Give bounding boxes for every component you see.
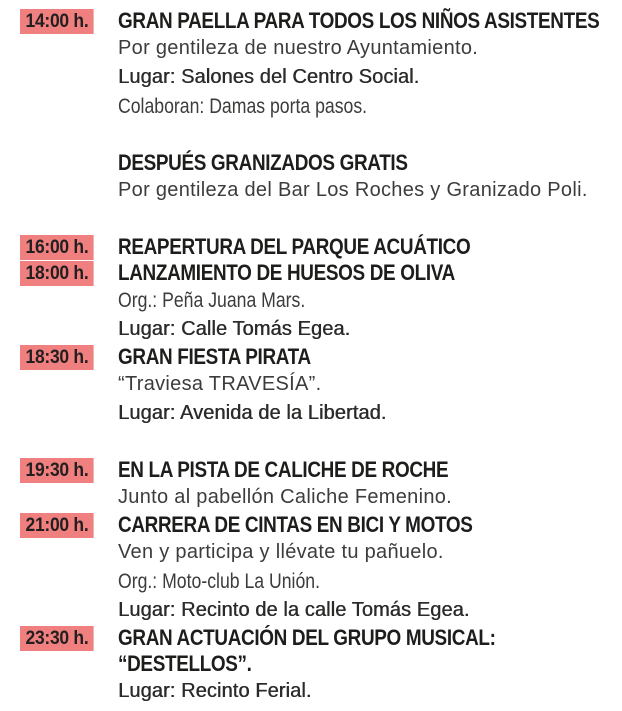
time-badge: 19:30 h. (20, 458, 94, 483)
event-program (0, 8, 622, 706)
event-content (118, 234, 622, 260)
event-detail: Por gentileza de nuestro Ayuntamiento. (118, 37, 479, 59)
time-column (0, 457, 118, 483)
event-content (118, 150, 622, 205)
event-detail: Org.: Moto-club La Unión. (118, 570, 320, 593)
event-title: GRAN FIESTA PIRATA (118, 344, 311, 369)
event-content (118, 457, 622, 512)
time-column (0, 512, 118, 538)
event-row (0, 457, 622, 512)
program-group (0, 234, 622, 428)
event-title: DESPUÉS GRANIZADOS GRATIS (118, 150, 408, 175)
event-detail: Junto al pabellón Caliche Femenino. (118, 486, 453, 508)
event-detail: Colaboran: Damas porta pasos. (118, 95, 368, 118)
time-column (0, 8, 118, 34)
event-detail: Lugar: Recinto de la calle Tomás Egea. (118, 599, 470, 621)
event-title: REAPERTURA DEL PARQUE ACUÁTICO (118, 234, 471, 259)
time-column (0, 234, 118, 260)
event-detail: Lugar: Recinto Ferial. (118, 680, 312, 702)
event-title: EN LA PISTA DE CALICHE DE ROCHE (118, 457, 449, 482)
event-title: GRAN PAELLA PARA TODOS LOS NIÑOS ASISTENTES (118, 8, 600, 33)
event-detail: Lugar: Salones del Centro Social. (118, 66, 420, 88)
time-badge: 18:30 h. (20, 345, 94, 370)
event-title: GRAN ACTUACIÓN DEL GRUPO MUSICAL: (118, 625, 496, 650)
event-row (0, 512, 622, 625)
event-row (0, 150, 622, 205)
event-detail: Org.: Peña Juana Mars. (118, 289, 306, 312)
program-group (0, 8, 622, 121)
time-badge: 21:00 h. (20, 513, 94, 538)
event-content (118, 344, 622, 428)
program-group (0, 150, 622, 205)
event-row (0, 625, 622, 706)
event-detail: Por gentileza del Bar Los Roches y Granizado Poli. (118, 179, 588, 201)
event-row (0, 260, 622, 344)
time-badge: 16:00 h. (20, 235, 94, 260)
time-column (0, 344, 118, 370)
event-row (0, 8, 622, 121)
event-content (118, 625, 622, 706)
event-detail: Ven y participa y llévate tu pañuelo. (118, 541, 444, 563)
event-row (0, 344, 622, 428)
event-row (0, 234, 622, 260)
time-column (0, 625, 118, 651)
time-badge: 18:00 h. (20, 261, 94, 286)
event-content (118, 260, 622, 344)
event-detail: Lugar: Avenida de la Libertad. (118, 402, 387, 424)
time-badge: 23:30 h. (20, 626, 94, 651)
event-detail: “Traviesa TRAVESÍA”. (118, 373, 322, 395)
event-detail: Lugar: Calle Tomás Egea. (118, 318, 351, 340)
event-title: “DESTELLOS”. (118, 651, 252, 676)
event-title: LANZAMIENTO DE HUESOS DE OLIVA (118, 260, 455, 285)
event-content (118, 512, 622, 625)
time-badge: 14:00 h. (20, 9, 94, 34)
program-group (0, 457, 622, 706)
time-column (0, 260, 118, 286)
event-title: CARRERA DE CINTAS EN BICI Y MOTOS (118, 512, 473, 537)
event-content (118, 8, 622, 121)
